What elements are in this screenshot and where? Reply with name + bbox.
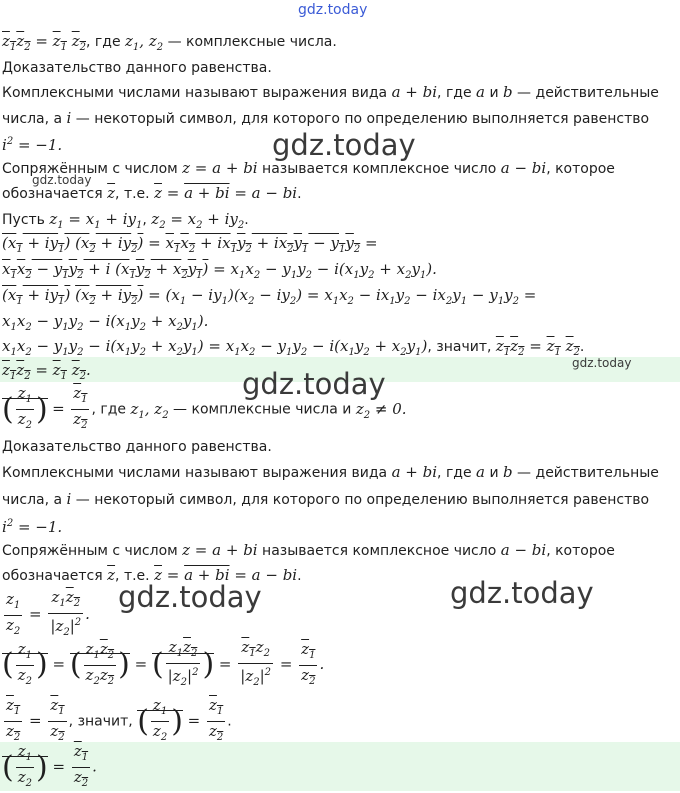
definition-equation: $i^2 = -1$.: [2, 136, 63, 154]
watermark-small: gdz.today: [572, 356, 632, 370]
watermark-top: gdz.today: [298, 2, 368, 18]
definition-line: числа, а i — некоторый символ, для которого по определению выполняется равенство: [2, 109, 650, 127]
watermark: gdz.today: [272, 128, 416, 162]
derivation-line: $x_1x_2 - y_1y_2 - i(x_1y_2 + x_2y_1)$.: [2, 312, 209, 333]
watermark: gdz.today: [450, 576, 594, 610]
proof-heading: Доказательство данного равенства.: [2, 439, 272, 455]
result-1: $z_1z_2 = z_1$ $z_2$.: [2, 361, 91, 382]
highlight-result-2: [0, 742, 680, 791]
watermark: gdz.today: [242, 367, 386, 401]
conjugate-definition: Сопряжённым с числом z = a + bi называется комплексное число a − bi, которое: [2, 159, 615, 177]
definition-line: Комплексными числами называют выражения вида a + bi, где a и b — действительные: [2, 83, 659, 101]
watermark: gdz.today: [118, 580, 262, 614]
let-statement: Пусть $z_1 = x_1 + iy_1$, $z_2 = x_2 + iy_2$.: [2, 210, 249, 231]
conjugate-notation: обозначается $\overline{z}$, т.е. $\overline{z} = a$ + bi = a − bi.: [2, 566, 302, 584]
conjugate-notation: обозначается $\overline{z}$, т.е. $\overline{z} = a$ + bi = a − bi.: [2, 184, 302, 202]
formula-statement-1: $z_1z_2 = z_1$ $z_2$, где $z_1$, $z_2$ — комплексные числа.: [2, 32, 337, 53]
formula-statement-2: ( $\frac{z_1}{z_2}$ ) = $\frac{z_1}{z_2}$ , где $z_1$, $z_2$ — комплексные числа и $z_2 \ne 0$.: [2, 384, 407, 431]
derivation-line: $x_1x_2 - y_1y_2 + i$ $(x_1y_2 + x_2y_1) = x_1x_2 - y_1y_2 - i(x_1y_2 + x_2y_1)$.: [2, 260, 437, 281]
result-2: ( $\frac{z_1}{z_2}$ ) = $\frac{z_1}{z_2}$ .: [2, 742, 97, 789]
definition-line: числа, а i — некоторый символ, для которого по определению выполняется равенство: [2, 490, 650, 508]
conclusion-2: $\frac{z_1}{z_2}$ = $\frac{z_1}{z_2}$ , значит, ( $\frac{z_1}{z_2}$ ) = $\frac{z_1}{z_2}$ .: [6, 696, 232, 743]
proof-heading: Доказательство данного равенства.: [2, 60, 272, 76]
derivation-conclusion: $x_1x_2 - y_1y_2 - i(x_1y_2 + x_2y_1) = x_1x_2 - y_1y_2 - i(x_1y_2 + x_2y_1)$, значит, $z_1z_2 = z_1$ $z_2$.: [2, 337, 585, 358]
conjugate-chain: ( $\frac{z_1}{z_2}$ ) = ( $\frac{z_1z_2}{z_2z_2}$ ) = ( $\frac{z_1z_2}{|z_2|^2}$ ) = $\frac{z_1z_2}{|z_2|^2}$ = $\frac{z_1}{z_2}$ .: [2, 638, 325, 688]
definition-equation: $i^2 = -1$.: [2, 518, 63, 536]
watermark-small: gdz.today: [32, 173, 92, 187]
fraction-identity: $\frac{z_1}{z_2}$ = $\frac{z_1z_2}{|z_2|^2}$ .: [6, 588, 90, 638]
conjugate-definition: Сопряжённым с числом z = a + bi называется комплексное число a − bi, которое: [2, 541, 615, 559]
definition-line: Комплексными числами называют выражения вида a + bi, где a и b — действительные: [2, 463, 659, 481]
derivation-line: $(x_1 + iy_1) (x_2 + iy_2) = x_1x_2 + ix_1y_2 + ix_2y_1 - y_1y_2$ =: [2, 234, 378, 255]
statement-equation: $z_1z_2 = z_1$ $z_2$: [2, 32, 87, 53]
derivation-line: $(x_1 + iy_1) (x_2 + iy_2) = (x_1 - iy_1)(x_2 - iy_2) = x_1x_2 - ix_1y_2 - ix_2y_1 - y_1y_2$ =: [2, 286, 537, 307]
